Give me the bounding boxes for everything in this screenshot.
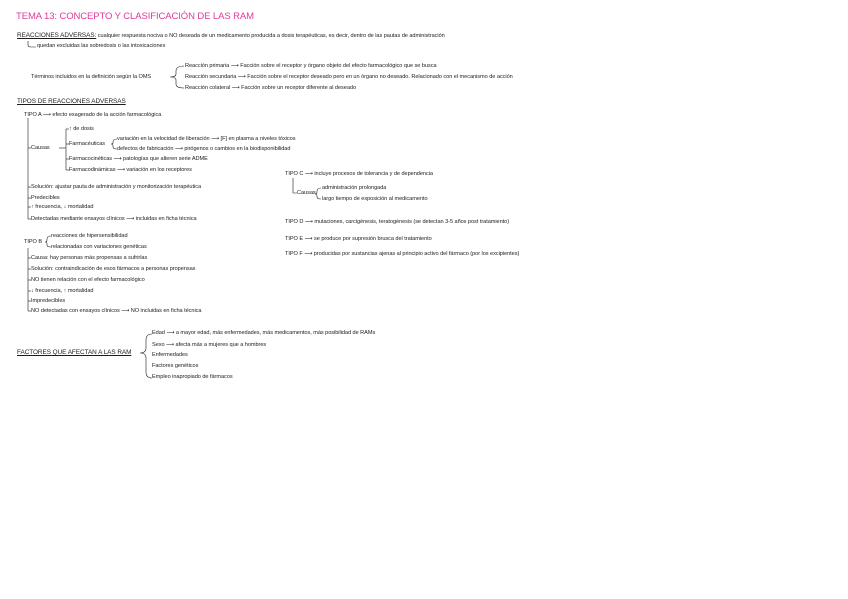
tipo-a-farmaceutica-fabricacion: defectos de fabricación ⟶ pirógenos o cambios en la biodisponibilidad [117,146,291,152]
tipo-c-causa-exposicion: largo tiempo de exposición al medicamento [322,196,428,202]
factores-heading: FACTORES QUE AFECTAN A LAS RAM [17,349,132,356]
tipo-a-deteccion: Detectadas mediante ensayos clínicos ⟶ incluidas en ficha técnica [31,216,197,222]
tipo-a-label: TIPO A ⟶ efecto exagerado de la acción farmacológica [24,112,162,118]
factor-sexo: Sexo ⟶ afecta más a mujeres que a hombres [152,342,267,348]
tipo-b-geneticas: relacionadas con variaciones genéticas [51,244,147,250]
factor-enfermedades: Enfermedades [152,352,188,358]
ram-definition-exclusion: quedan excluidas las sobredosis o las intoxicaciones [37,43,166,49]
tipo-b-deteccion: NO detectadas con ensayos clínicos ⟶ NO incluidas en ficha técnica [31,308,202,314]
ram-definition [17,32,445,40]
tipo-a-predecibles: Predecibles [31,195,60,201]
tipo-b-label: TIPO B [24,239,43,245]
tipo-b-no-relacion: NO tienen relación con el efecto farmacológico [31,277,145,283]
factor-geneticos: Factores genéticos [152,363,199,369]
tipo-a-farmaceutica-liberacion: variación en la velocidad de liberación ⟶ [F] en plasma a niveles tóxicos [117,136,296,142]
tipo-c-label: TIPO C ⟶ incluye procesos de tolerancia y de dependencia [285,171,433,177]
tipo-b-solucion: Solución: contraindicación de esos fármacos a personas propensas [31,266,196,272]
oms-terms-label: Términos incluidos en la definición según la OMS [31,74,152,80]
page-title: TEMA 13: CONCEPTO Y CLASIFICACIÓN DE LAS RAM [16,11,254,22]
tipo-a-causa-farmacodinamicas: Farmacodinámicas ⟶ variación en los receptores [69,167,192,173]
tipo-a-causas-label: Causas [31,145,50,151]
tipo-b-impredecibles: Impredecibles [31,298,66,304]
oms-term-collateral: Reacción colateral ⟶ Facción sobre un receptor diferente al deseado [185,85,357,91]
factor-empleo: Empleo inapropiado de fármacos [152,374,233,380]
tipo-b-frecuencia: ↓ frecuencia, ↑ mortalidad [31,288,94,294]
oms-term-primary: Reacción primaria ⟶ Facción sobre el receptor y órgano objeto del efecto farmacológico que se busca [185,63,437,69]
tipo-b-causa: Causa: hay personas más propensas a sufrirlas [31,255,148,261]
tipo-c-causas-label: Causas [297,190,316,196]
factor-edad: Edad ⟶ a mayor edad, más enfermedades, más medicamentos, más posibilidad de RAMs [152,330,376,336]
tipo-a-causa-farmacocineticas: Farmacocinéticas ⟶ patologías que alteren serie ADME [69,156,208,162]
tipo-c-causa-prolongada: administración prolongada [322,185,387,191]
tipo-a-causa-dosis: ↑ de dosis [69,126,94,132]
tipo-f: TIPO F ⟶ producidas por sustancias ajenas al principio activo del fármaco (por los excipientes) [285,251,520,257]
tipo-a-frecuencia: ↑ frecuencia, ↓ mortalidad [31,204,94,210]
tipo-a-causa-farmaceuticas-label: Farmacéuticas [69,141,106,147]
tipo-a-solucion: Solución: ajustar pauta de administración y monitorización terapéutica [31,184,202,190]
ram-definition-text: cualquier respuesta nociva o NO deseada de un medicamento producida a dosis terapéuticas, es decir, dentro de las pautas de administración [96,33,445,39]
tipos-heading: TIPOS DE REACCIONES ADVERSAS [17,98,126,105]
ram-definition-label: REACCIONES ADVERSAS: [17,32,97,39]
tipo-e: TIPO E ⟶ se produce por supresión brusca del tratamiento [285,236,432,242]
tipo-d: TIPO D ⟶ mutaciones, carcigénesis, teratogénesis (se detectan 3-5 años post tratamiento) [285,219,510,225]
tipo-b-hipersensibilidad: reacciones de hipersensibilidad [51,233,128,239]
oms-term-secondary: Reacción secundaria ⟶ Facción sobre el receptor deseado pero en un órgano no deseado. Relacionado con el mecanismo de acción [185,74,513,80]
